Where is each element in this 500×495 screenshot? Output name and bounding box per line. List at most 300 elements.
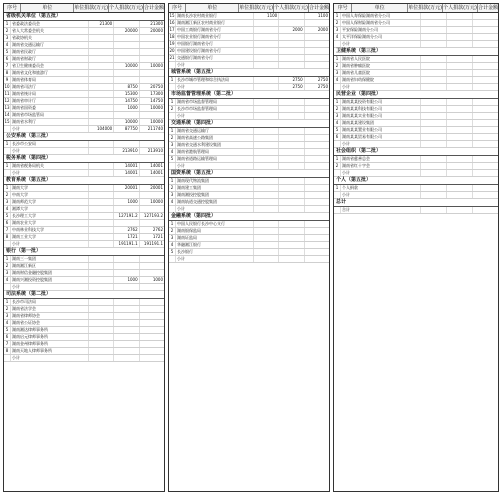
section-title: 教育系统（第五批）: [4, 177, 164, 185]
personal-amount-cell: [279, 185, 304, 191]
seq-cell: 3: [334, 113, 341, 119]
total-cell: [140, 270, 164, 276]
table-row: [169, 221, 329, 228]
header-seq: 序号: [4, 4, 21, 12]
unit-amount-cell: [89, 270, 114, 276]
table-row: [169, 13, 329, 20]
personal-amount-cell: [279, 249, 304, 255]
unit-amount-cell: [89, 163, 114, 169]
unit-amount-cell: 21300: [89, 21, 114, 27]
table-row: [4, 327, 164, 334]
seq-cell: 3: [169, 142, 176, 148]
section-title: 公安系统（第三批）: [4, 133, 164, 141]
header-total: 合计金额: [308, 5, 329, 11]
unit-cell: 湖南省水利厅: [11, 119, 89, 125]
total-cell: [473, 13, 498, 19]
total-cell: 2750: [317, 84, 329, 89]
personal-amount-cell: [114, 141, 139, 147]
personal-amount-cell: [279, 149, 304, 155]
seq-cell: 1: [169, 99, 176, 105]
total-cell: [305, 178, 329, 184]
personal-amount-cell: 14001: [114, 170, 139, 176]
personal-amount-cell: 2762: [114, 227, 139, 233]
total-cell: [305, 48, 329, 54]
section-title: 银行（第一批）: [4, 248, 164, 256]
total-cell: [305, 142, 329, 148]
table-row: [334, 99, 498, 106]
unit-amount-cell: [89, 91, 114, 97]
personal-amount-cell: 20001: [114, 185, 139, 191]
unit-amount-cell: 1100: [254, 13, 279, 19]
personal-amount-cell: [279, 135, 304, 141]
table-row: [169, 77, 329, 84]
subtotal-row: [169, 62, 329, 69]
unit-amount-cell: [89, 84, 114, 90]
unit-cell: 中国人民银行长沙中心支行: [176, 221, 254, 227]
unit-cell: 小计: [11, 170, 89, 176]
unit-cell: 湖南省儿童医院: [341, 70, 421, 76]
total-cell: 20001: [150, 185, 164, 190]
seq-cell: 15: [169, 13, 175, 18]
unit-cell: 湖南湘达律师事务所: [11, 327, 89, 333]
section-title: 国资系统（第五批）: [169, 170, 329, 178]
unit-cell: 小计: [341, 170, 421, 176]
personal-amount-cell: 2750: [279, 77, 304, 83]
unit-cell: 小计: [11, 355, 89, 361]
total-cell: [305, 228, 329, 234]
unit-cell: 个人捐款: [341, 185, 421, 191]
seq-cell: 11: [4, 91, 10, 96]
unit-amount-cell: [254, 135, 279, 141]
total-cell: [473, 192, 498, 198]
unit-cell: 华融湘江银行: [176, 242, 254, 248]
total-cell: [473, 20, 498, 26]
personal-amount-cell: [114, 112, 139, 118]
unit-amount-cell: [421, 13, 447, 19]
total-cell: [305, 256, 329, 262]
unit-amount-cell: [421, 170, 447, 176]
seq-cell: [334, 84, 341, 90]
table-row: [4, 220, 164, 227]
table-row: [4, 91, 164, 98]
total-cell: [140, 256, 164, 262]
unit-amount-cell: [89, 348, 114, 354]
personal-amount-cell: [447, 34, 473, 40]
total-cell: [305, 34, 329, 40]
total-cell: [473, 127, 498, 133]
total-cell: [473, 99, 498, 105]
unit-amount-cell: [421, 120, 447, 126]
table-row: [4, 63, 164, 70]
personal-amount-cell: [447, 141, 473, 147]
personal-amount-cell: [279, 199, 304, 205]
seq-cell: 4: [334, 120, 341, 126]
personal-amount-cell: 87750: [114, 126, 139, 132]
seq-cell: [4, 126, 11, 132]
unit-amount-cell: [89, 206, 114, 212]
unit-cell: 小计: [11, 284, 89, 290]
unit-cell: 湖南启元律师事务所: [11, 334, 89, 340]
total-cell: [305, 235, 329, 241]
table-row: [4, 42, 164, 49]
total-cell: 211740: [147, 126, 164, 131]
unit-cell: 小计: [176, 113, 254, 119]
seq-cell: 6: [4, 334, 11, 340]
unit-amount-cell: [254, 113, 279, 119]
personal-amount-cell: [114, 355, 139, 361]
seq-cell: 8: [4, 348, 11, 354]
header-personal-amount: 个人捐款(万元): [109, 5, 143, 11]
seq-cell: 3: [4, 35, 11, 41]
total-cell: 14001: [150, 170, 164, 175]
unit-amount-cell: [89, 35, 114, 41]
unit-cell: 湖南某某实业有限公司: [341, 113, 421, 119]
unit-amount-cell: [421, 163, 447, 169]
personal-amount-cell: [279, 256, 304, 262]
total-cell: [305, 55, 329, 61]
unit-cell: 小计: [176, 256, 254, 262]
personal-amount-cell: [447, 99, 473, 105]
unit-cell: 湖南省交通运输厅: [176, 128, 254, 134]
unit-amount-cell: [421, 134, 447, 140]
personal-amount-cell: [279, 163, 304, 169]
table-row: [169, 235, 329, 242]
subtotal-row: [169, 206, 329, 213]
unit-amount-cell: [89, 256, 114, 262]
subtotal-row: [169, 113, 329, 120]
unit-amount-cell: [421, 113, 447, 119]
personal-amount-cell: [114, 334, 139, 340]
table-row: [4, 306, 164, 313]
total-cell: 21300: [150, 21, 164, 26]
table-row: [4, 141, 164, 148]
total-cell: [305, 221, 329, 227]
total-cell: [140, 348, 164, 354]
unit-cell: 湖南大学: [11, 185, 89, 191]
unit-amount-cell: [254, 48, 279, 54]
total-cell: [305, 149, 329, 155]
table-row: [4, 227, 164, 234]
personal-amount-cell: [279, 192, 304, 198]
unit-amount-cell: [421, 70, 447, 76]
table-header: [334, 4, 498, 13]
personal-amount-cell: [279, 48, 304, 54]
unit-amount-cell: 104000: [89, 126, 114, 132]
seq-cell: 4: [4, 42, 11, 48]
table-row: [4, 213, 164, 220]
unit-cell: 湖南银保监局: [176, 228, 254, 234]
unit-amount-cell: [89, 334, 114, 340]
unit-cell: 小计: [176, 62, 254, 68]
unit-amount-cell: [254, 163, 279, 169]
personal-amount-cell: 191191.1: [114, 241, 139, 247]
personal-amount-cell: 14750: [114, 98, 139, 104]
personal-amount-cell: [114, 348, 139, 354]
unit-cell: 湖南三一集团: [11, 256, 89, 262]
unit-amount-cell: [89, 170, 114, 176]
total-cell: [140, 299, 164, 305]
table-row: [334, 20, 498, 27]
table-row: [4, 206, 164, 213]
unit-amount-cell: [421, 185, 447, 191]
unit-cell: 湖南某某贸易有限公司: [341, 134, 421, 140]
seq-cell: [334, 41, 341, 47]
subtotal-row: [169, 84, 329, 91]
personal-amount-cell: 14001: [114, 163, 139, 169]
total-cell: [305, 128, 329, 134]
personal-amount-cell: [279, 13, 304, 19]
total-cell: [140, 77, 164, 83]
subtotal-row: [4, 126, 164, 133]
table-row: [334, 77, 498, 84]
section-title: 城管系统（第五批）: [169, 69, 329, 77]
personal-amount-cell: [114, 327, 139, 333]
seq-cell: 1: [4, 185, 11, 191]
seq-cell: 2: [334, 106, 341, 112]
personal-amount-cell: [447, 77, 473, 83]
seq-cell: 5: [4, 327, 11, 333]
personal-amount-cell: [114, 21, 139, 27]
unit-cell: 湖南省妇幼保健院: [341, 77, 421, 83]
table-column-3: [333, 3, 499, 492]
personal-amount-cell: 10000: [114, 63, 139, 69]
total-cell: [305, 185, 329, 191]
total-cell: 2000: [317, 27, 329, 32]
seq-cell: 4: [169, 199, 176, 205]
table-row: [4, 77, 164, 84]
personal-amount-cell: [279, 228, 304, 234]
table-row: [4, 199, 164, 206]
seq-cell: 15: [4, 119, 10, 124]
unit-amount-cell: [254, 235, 279, 241]
seq-cell: 2: [169, 228, 176, 234]
unit-amount-cell: [89, 327, 114, 333]
unit-amount-cell: [89, 227, 114, 233]
seq-cell: 8: [4, 234, 11, 240]
total-cell: 14001: [150, 163, 164, 168]
personal-amount-cell: [279, 156, 304, 162]
personal-amount-cell: [279, 206, 304, 212]
header-unit-amount: 单位捐款(万元): [239, 5, 274, 11]
seq-cell: 18: [169, 34, 175, 39]
donation-table-page: [3, 3, 497, 492]
unit-amount-cell: [89, 49, 114, 55]
personal-amount-cell: 1000: [114, 199, 139, 205]
table-row: [4, 119, 164, 126]
total-cell: 10000: [150, 63, 164, 68]
total-cell: [473, 141, 498, 147]
subtotal-row: [169, 256, 329, 263]
personal-amount-cell: 20000: [114, 28, 139, 34]
personal-amount-cell: [114, 77, 139, 83]
seq-cell: [169, 113, 176, 119]
subtotal-row: [334, 207, 498, 214]
unit-amount-cell: [421, 106, 447, 112]
total-cell: 1000: [152, 277, 164, 282]
seq-cell: 1: [169, 221, 176, 227]
unit-cell: 长沙理工大学: [11, 213, 89, 219]
total-cell: [305, 242, 329, 248]
table-row: [4, 192, 164, 199]
table-row: [334, 106, 498, 113]
total-cell: 2762: [152, 227, 164, 232]
table-row: [169, 142, 329, 149]
personal-amount-cell: [447, 56, 473, 62]
table-row: [4, 320, 164, 327]
personal-amount-cell: [447, 27, 473, 33]
unit-cell: 湖南师范大学: [11, 199, 89, 205]
table-row: [169, 192, 329, 199]
unit-cell: 湖南兴湘投资控股集团: [11, 277, 89, 283]
unit-amount-cell: [89, 341, 114, 347]
unit-cell: 长沙市城市管理和综合执法局: [176, 77, 254, 83]
unit-amount-cell: [89, 112, 114, 118]
personal-amount-cell: [447, 113, 473, 119]
header-seq: 序号: [334, 4, 352, 12]
subtotal-row: [4, 148, 164, 155]
seq-cell: 5: [4, 213, 11, 219]
total-cell: [140, 220, 164, 226]
unit-cell: 湖南省慈善总会: [341, 156, 421, 162]
total-cell: [140, 341, 164, 347]
unit-cell: 中南林业科技大学: [11, 227, 89, 233]
section-title: 总计: [334, 199, 498, 207]
total-cell: 10000: [150, 105, 164, 110]
unit-cell: 湖南金州律师事务所: [11, 341, 89, 347]
seq-cell: 21: [169, 55, 175, 60]
unit-cell: 湖南省文化和旅游厅: [11, 70, 89, 76]
unit-amount-cell: [421, 56, 447, 62]
unit-amount-cell: [89, 56, 114, 62]
total-cell: [305, 199, 329, 205]
seq-cell: 4: [4, 277, 11, 283]
seq-cell: 4: [4, 320, 11, 326]
table-row: [4, 270, 164, 277]
section-title: 民营企业（第四批）: [334, 91, 498, 99]
unit-amount-cell: [254, 185, 279, 191]
unit-amount-cell: [254, 149, 279, 155]
unit-amount-cell: [89, 284, 114, 290]
table-row: [169, 199, 329, 206]
total-cell: [473, 41, 498, 47]
personal-amount-cell: [114, 49, 139, 55]
seq-cell: 2: [169, 106, 176, 112]
unit-amount-cell: [254, 206, 279, 212]
table-row: [334, 56, 498, 63]
unit-amount-cell: [89, 185, 114, 191]
personal-amount-cell: [114, 56, 139, 62]
unit-amount-cell: [89, 313, 114, 319]
total-cell: [140, 192, 164, 198]
unit-amount-cell: [254, 156, 279, 162]
total-cell: [305, 135, 329, 141]
personal-amount-cell: [447, 127, 473, 133]
total-cell: 191191.1: [143, 241, 164, 246]
total-cell: [473, 27, 498, 33]
personal-amount-cell: [279, 142, 304, 148]
unit-amount-cell: [254, 242, 279, 248]
personal-amount-cell: 2750: [279, 84, 304, 90]
unit-cell: 湖南湘投控股集团: [176, 192, 254, 198]
unit-cell: 小计: [176, 84, 254, 90]
table-row: [169, 48, 329, 55]
table-row: [169, 128, 329, 135]
total-cell: [140, 206, 164, 212]
total-cell: [473, 77, 498, 83]
personal-amount-cell: [114, 306, 139, 312]
unit-amount-cell: [254, 62, 279, 68]
total-cell: [305, 62, 329, 68]
total-cell: 20000: [150, 28, 164, 33]
unit-cell: 湖南轨道交通控股集团: [176, 199, 254, 205]
table-row: [334, 120, 498, 127]
unit-cell: 长沙市司法局: [11, 299, 89, 305]
personal-amount-cell: [447, 84, 473, 90]
unit-amount-cell: [421, 63, 447, 69]
total-cell: [140, 313, 164, 319]
seq-cell: 2: [4, 306, 11, 312]
unit-cell: 湖南省国资委: [11, 105, 89, 111]
unit-amount-cell: [254, 20, 279, 26]
unit-amount-cell: [254, 106, 279, 112]
seq-cell: [334, 207, 341, 213]
unit-amount-cell: [421, 127, 447, 133]
unit-cell: 湖南省人民医院: [341, 56, 421, 62]
seq-cell: [334, 192, 341, 198]
table-row: [169, 242, 329, 249]
seq-cell: 1: [4, 299, 11, 305]
unit-amount-cell: [89, 63, 114, 69]
table-row: [4, 334, 164, 341]
table-column-1: [3, 3, 165, 492]
table-row: [4, 185, 164, 192]
personal-amount-cell: [114, 270, 139, 276]
unit-amount-cell: [421, 141, 447, 147]
seq-cell: 2: [334, 63, 341, 69]
total-cell: 127193.2: [143, 213, 164, 218]
total-cell: 17300: [150, 91, 164, 96]
table-row: [4, 28, 164, 35]
seq-cell: 4: [4, 206, 11, 212]
table-row: [4, 313, 164, 320]
seq-cell: 4: [334, 77, 341, 83]
seq-cell: 12: [4, 98, 10, 103]
seq-cell: [334, 141, 341, 147]
unit-cell: 湖南省港航管理局: [176, 149, 254, 155]
seq-cell: 17: [169, 27, 175, 32]
unit-amount-cell: [421, 20, 447, 26]
personal-amount-cell: [447, 20, 473, 26]
personal-amount-cell: [447, 156, 473, 162]
unit-cell: 太平洋保险湖南分公司: [341, 34, 421, 40]
subtotal-row: [334, 192, 498, 199]
table-row: [169, 20, 329, 27]
total-cell: [473, 185, 498, 191]
seq-cell: 3: [169, 192, 176, 198]
unit-amount-cell: [421, 192, 447, 198]
table-row: [334, 63, 498, 70]
unit-cell: 湖南省市场监督管理局: [176, 99, 254, 105]
unit-amount-cell: [89, 105, 114, 111]
subtotal-row: [4, 355, 164, 362]
unit-amount-cell: [89, 199, 114, 205]
unit-cell: 湖南证监局: [176, 235, 254, 241]
total-cell: [140, 56, 164, 62]
personal-amount-cell: [279, 113, 304, 119]
total-cell: 14750: [150, 98, 164, 103]
unit-amount-cell: [254, 55, 279, 61]
unit-amount-cell: [254, 228, 279, 234]
